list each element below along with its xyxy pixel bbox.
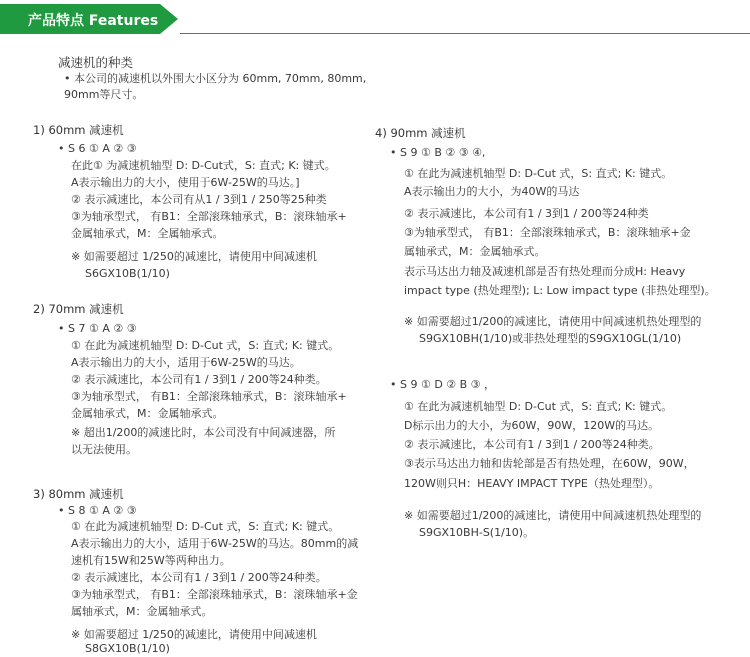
section-80-heading: 3) 80mm 减速机 [33,487,124,501]
section-90-model: • S 9 ① B ② ③ ④, [390,146,486,159]
section-60-heading: 1) 60mm 减速机 [33,123,124,137]
section-90-line: 表示马达出力轴及减速机部是否有热处理而分成H: Heavy [404,265,686,278]
section-70-line: ② 表示减速比，本公司有1 / 3到1 / 200等24种类。 [71,373,327,386]
section-60-line: A表示输出力的大小，使用于6W-25W的马达。] [71,176,300,189]
section-60-model: • S 6 ① A ② ③ [58,142,137,155]
section-70-line: A表示输出力的大小，适用于6W-25W的马达。 [71,356,301,369]
section-90d-model: • S 9 ① D ② B ③ ， [390,378,496,391]
section-90-note: ※ 如需要超过1/200的减速比，请使用中间减速机热处理型的 [404,315,702,328]
section-60-line: ② 表示减速比，本公司有从1 / 3到1 / 250等25种类 [71,193,327,206]
section-90d-line: ① 在此为减速机轴型 D: D-Cut 式，S: 直式; K: 键式。 [404,400,673,413]
intro-line: • 本公司的减速机以外围大小区分为 60mm, 70mm, 80mm, [64,72,367,85]
section-90-line: impact type (热处理型); L: Low impact type (非热处理型)。 [404,284,716,297]
section-90-line: ② 表示减速比，本公司有1 / 3到1 / 200等24种类 [404,207,649,220]
section-80-line: 属轴承式，M：金属轴承式。 [71,605,213,618]
section-90-line: ③为轴承型式， 有B1：全部滚珠轴承式，B：滚珠轴承+金 [404,226,691,239]
header-divider [180,33,750,34]
section-70-line: ③为轴承型式， 有B1：全部滚珠轴承式，B：滚珠轴承+ [71,390,347,403]
section-90-line: ① 在此为减速机轴型 D: D-Cut 式，S: 直式; K: 键式。 [404,167,673,180]
section-80-note: ※ 如需要超过 1/250的减速比，请使用中间减速机 [71,628,317,641]
section-80-line: 速机有15W和25W等两种出力。 [71,554,231,567]
section-60-note: ※ 如需要超过 1/250的减速比，请使用中间减速机 [71,250,317,263]
section-90d-line: 120W则只H：HEAVY IMPACT TYPE（热处理型）。 [404,477,660,490]
section-60-line: ③为轴承型式， 有B1：全部滚珠轴承式，B：滚珠轴承+ [71,210,347,223]
section-80-line: ③为轴承型式， 有B1：全部滚珠轴承式，B：滚珠轴承+金 [71,588,358,601]
section-90-line: 属轴承式，M：金属轴承式。 [404,245,546,258]
section-70-line: ※ 超出1/200的减速比时，本公司没有中间减速器，所 [71,426,336,439]
section-70-heading: 2) 70mm 减速机 [33,302,124,316]
features-header [0,0,750,40]
section-70-line: 金属轴承式，M：金属轴承式。 [71,407,224,420]
section-90d-line: D标示出力的大小，为60W，90W，120W的马达。 [404,419,660,432]
section-80-line: A表示输出力的大小，适用于6W-25W的马达。80mm的减 [71,537,359,550]
section-70-model: • S 7 ① A ② ③ [58,322,137,335]
section-90d-note: S9GX10BH-S(1/10)。 [419,526,535,539]
section-80-line: ① 在此为减速机轴型 D: D-Cut 式，S: 直式; K: 键式。 [71,520,340,533]
section-80-line: ② 表示减速比，本公司有1 / 3到1 / 200等24种类。 [71,571,327,584]
section-60-note: S6GX10B(1/10) [85,267,170,280]
section-90d-line: ② 表示减速比，本公司有1 / 3到1 / 200等24种类。 [404,438,660,451]
section-90-note: S9GX10BH(1/10)或非热处理型的S9GX10GL(1/10) [419,332,682,345]
section-60-line: 在此① 为减速机轴型 D: D-Cut式，S: 直式; K: 键式。 [71,159,336,172]
section-80-model: • S 8 ① A ② ③ [58,504,137,517]
section-70-line: 以无法使用。 [71,443,137,456]
section-90-line: A表示输出力的大小，为40W的马达 [404,185,580,198]
intro-line: 90mm等尺寸。 [64,88,144,101]
intro-title: 减速机的种类 [58,55,134,70]
section-70-line: ① 在此为减速机轴型 D: D-Cut 式，S: 直式; K: 键式。 [71,339,340,352]
section-90d-line: ③表示马达出力轴和齿轮部是否有热处理，在60W，90W， [404,457,695,470]
section-90d-note: ※ 如需要超过1/200的减速比，请使用中间减速机热处理型的 [404,509,702,522]
header-title: 产品特点 Features [28,13,159,29]
section-90-heading: 4) 90mm 减速机 [375,126,466,140]
section-60-line: 金属轴承式，M：全属轴承式。 [71,227,224,240]
section-80-note: S8GX10B(1/10) [85,642,170,655]
